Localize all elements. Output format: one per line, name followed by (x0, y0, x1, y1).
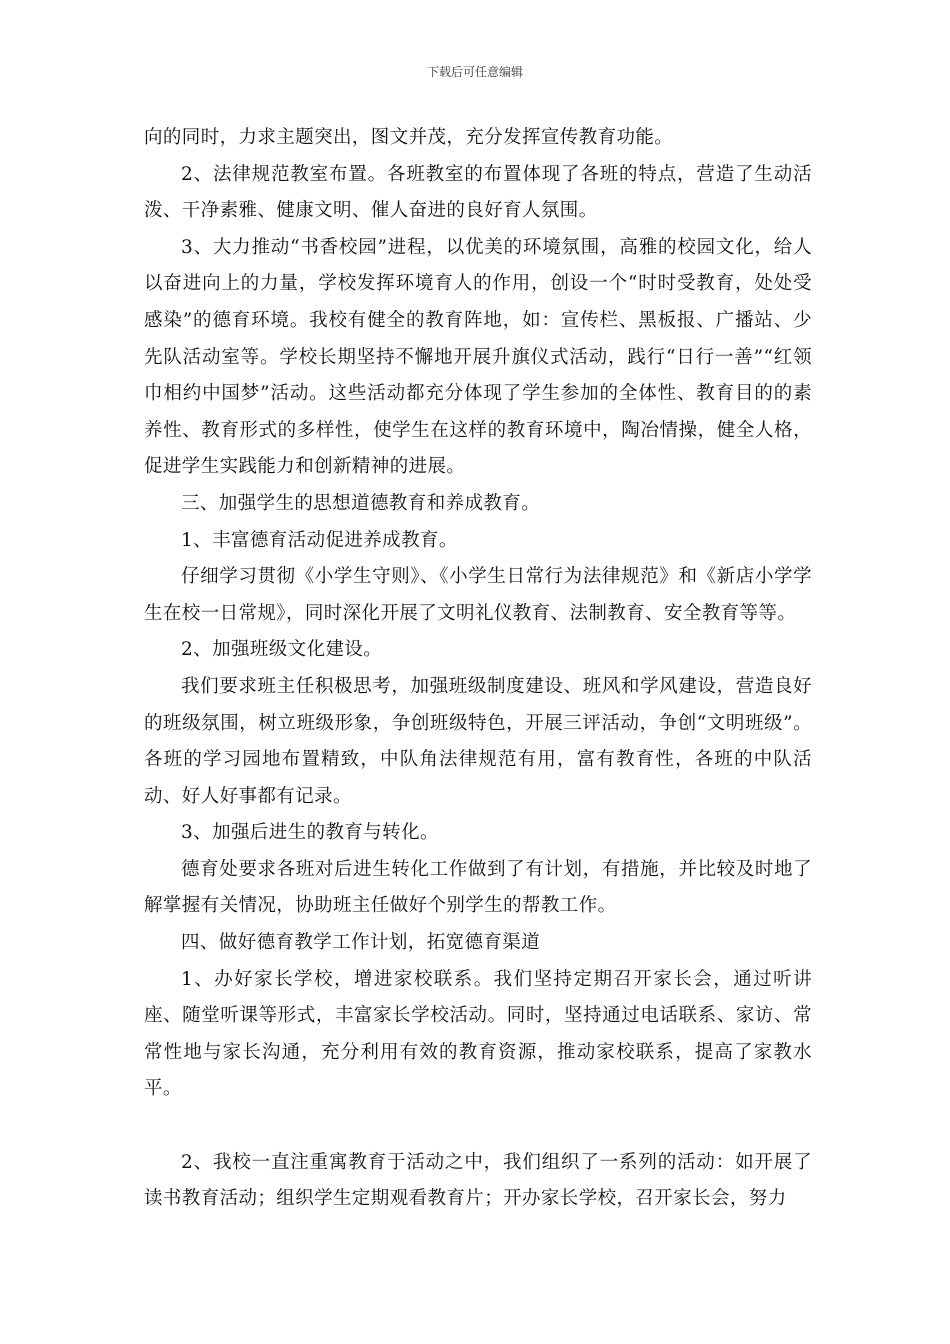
subheading-3-2: 2、加强班级文化建设。 (181, 639, 383, 661)
subheading-3-3: 3、加强后进生的教育与转化。 (181, 822, 439, 844)
paragraph-5: 我们要求班主任积极思考，加强班级制度建设、班风和学风建设，营造良好的班级氛围，树立班级形象，争创班级特色，开展三评活动，争创“文明班级”。各班的学习园地布置精致，中队角法律规范有用，富有教育性，各班的中队活动、好人好事都有记录。 (144, 675, 812, 807)
paragraph-4: 仔细学习贯彻《小学生守则》、《小学生日常行为法律规范》和《新店小学学生在校一日常规》，同时深化开展了文明礼仪教育、法制教育、安全教育等等。 (144, 566, 812, 624)
document-body (144, 120, 812, 1218)
blank-line (144, 1108, 812, 1145)
section-heading-3: 三、加强学生的思想道德教育和养成教育。 (181, 492, 541, 514)
paragraph-2: 2、法律规范教室布置。各班教室的布置体现了各班的特点，营造了生动活泼、干净素雅、健康文明、催人奋进的良好育人氛围。 (144, 163, 812, 222)
paragraph-1: 向的同时，力求主题突出，图文并茂，充分发挥宣传教育功能。 (144, 127, 674, 148)
paragraph-3: 3、大力推动“书香校园”进程，以优美的环境氛围，高雅的校园文化，给人以奋进向上的力量，学校发挥环境育人的作用，创设一个“时时受教育，处处受感染”的德育环境。我校有健全的教育阵地，如：宣传栏、黑板报、广播站、少先队活动室等。学校长期坚持不懈地开展升旗仪式活动，践行“日行一善”“红领巾相约中国梦”活动。这些活动都充分体现了学生参加的全体性、教育目的的素养性、教育形式的多样性，使学生在这样的教育环境中，陶冶情操，健全人格，促进学生实践能力和创新精神的进展。 (144, 236, 812, 478)
subheading-3-1: 1、丰富德育活动促进养成教育。 (181, 529, 458, 551)
paragraph-8: 2、我校一直注重寓教育于活动之中，我们组织了一系列的活动：如开展了读书教育活动；组织学生定期观看教育片；开办家长学校，召开家长会，努力 (144, 1151, 812, 1210)
paragraph-6: 德育处要求各班对后进生转化工作做到了有计划，有措施，并比较及时地了解掌握有关情况，协助班主任做好个别学生的帮教工作。 (144, 858, 812, 917)
section-heading-4: 四、做好德育教学工作计划，拓宽德育渠道 (181, 932, 541, 954)
paragraph-7: 1、办好家长学校，增进家校联系。我们坚持定期召开家长会，通过听讲座、随堂听课等形式，丰富家长学校活动。同时，坚持通过电话联系、家访、常常性地与家长沟通，充分利用有效的教育资源，推动家校联系，提高了家教水平。 (144, 968, 812, 1100)
page-header-note: 下载后可任意编辑 (426, 65, 523, 79)
